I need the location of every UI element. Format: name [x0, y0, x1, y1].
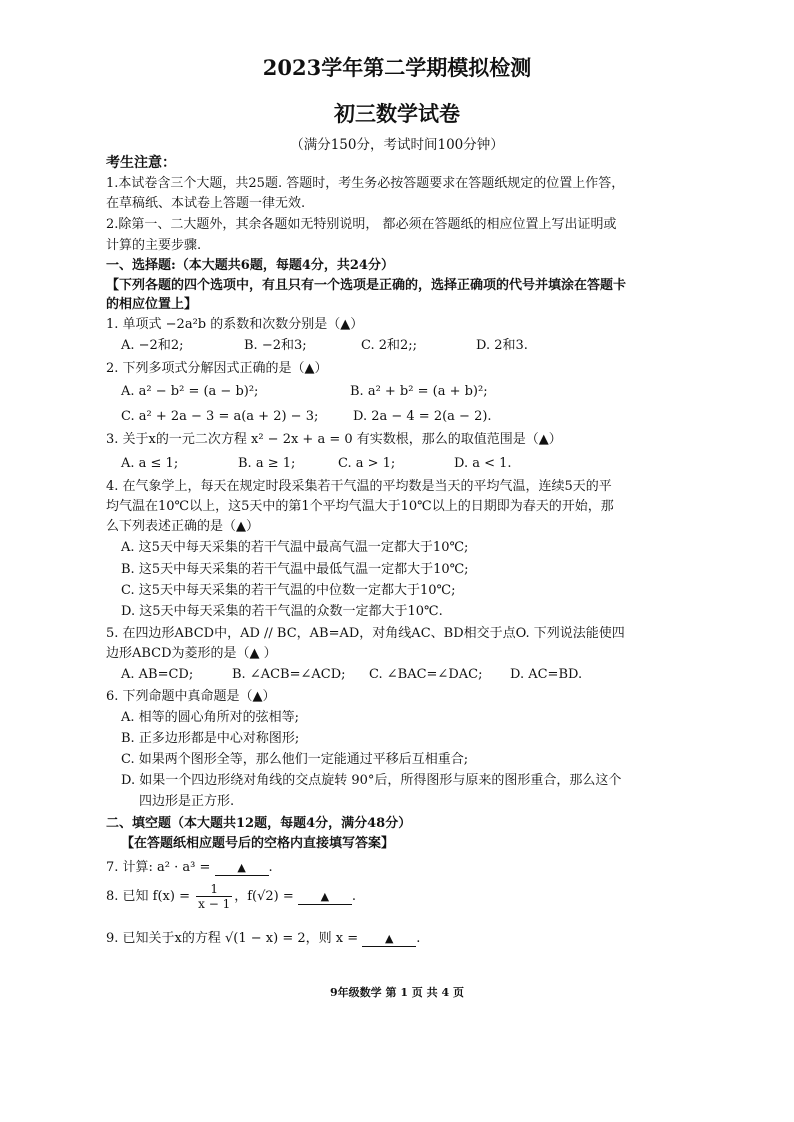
q3-option-d: D. a < 1. [454, 456, 512, 471]
q7-text: 7. 计算: a² · a³ = [106, 860, 211, 875]
section2-heading: 二、填空题（本大题共12题，每题4分，满分48分） [106, 816, 412, 831]
q6-option-d: D. 如果一个四边形绕对角线的交点旋转 90°后，所得图形与原来的图形重合，那么这个 [121, 773, 622, 788]
q8-numerator: 1 [210, 882, 218, 896]
blank-marker-icon: ▲ [237, 861, 246, 874]
q6-option-d-cont: 四边形是正方形. [139, 794, 235, 809]
q1-option-d: D. 2和3. [476, 338, 528, 353]
q5-option-b: B. ∠ACB=∠ACD; [232, 667, 346, 682]
q3-option-a: A. a ≤ 1; [121, 456, 179, 471]
q1-option-b: B. −2和3; [244, 338, 307, 353]
q7-end: . [268, 860, 273, 875]
page-footer: 9年级数学 第 1 页 共 4 页 [330, 986, 464, 999]
q9-answer-blank[interactable] [362, 931, 416, 947]
question-7 [106, 859, 273, 877]
question-9 [106, 930, 420, 948]
blank-marker-icon: ▲ [320, 890, 330, 903]
q9-end: . [416, 931, 421, 946]
notes-heading: 考生注意： [106, 155, 176, 171]
question-3: 3. 关于x的一元二次方程 x² − 2x + a = 0 有实数根，那么的取值范围是（▲） [106, 432, 562, 447]
question-4: 4. 在气象学上，每天在规定时段采集若干气温的平均数是当天的平均气温，连续5天的平 [106, 479, 612, 494]
q4-option-b: B. 这5天中每天采集的若干气温中最低气温一定都大于10℃; [121, 562, 469, 577]
q9-text: 9. 已知关于x的方程 √(1 − x) = 2，则 x = [106, 931, 359, 946]
q4-option-d: D. 这5天中每天采集的若干气温的众数一定都大于10℃. [121, 604, 443, 619]
q3-option-b: B. a ≥ 1; [238, 456, 296, 471]
section1-instruction: 【下列各题的四个选项中，有且只有一个选项是正确的，选择正确项的代号并填涂在答题卡 [106, 278, 627, 293]
question-1: 1. 单项式 −2a²b 的系数和次数分别是（▲） [106, 317, 364, 332]
question-5-cont: 边形ABCD为菱形的是（▲ ） [106, 646, 277, 661]
q2-option-c: C. a² + 2a − 3 = a(a + 2) − 3; [121, 409, 319, 424]
section2-instruction: 【在答题纸相应题号后的空格内直接填写答案】 [121, 836, 395, 851]
q6-option-c: C. 如果两个图形全等，那么他们一定能通过平移后互相重合; [121, 752, 469, 767]
q2-option-d: D. 2a − 4 = 2(a − 2). [353, 409, 492, 424]
section1-heading: 一、选择题:（本大题共6题，每题4分，共24分） [106, 258, 394, 273]
q7-answer-blank[interactable] [215, 860, 269, 876]
question-5: 5. 在四边形ABCD中，AD // BC，AB=AD，对角线AC、BD相交于点O. 下列说法能使四 [106, 626, 625, 641]
q5-option-c: C. ∠BAC=∠DAC; [369, 667, 483, 682]
q8-fraction [196, 882, 232, 911]
q3-option-c: C. a > 1; [338, 456, 396, 471]
q6-option-a: A. 相等的圆心角所对的弦相等; [121, 710, 300, 725]
q6-option-b: B. 正多边形都是中心对称图形; [121, 731, 300, 746]
question-6: 6. 下列命题中真命题是（▲） [106, 689, 276, 704]
notes-line: 2.除第一、二大题外，其余各题如无特别说明， 都必须在答题纸的相应位置上写出证明或 [106, 217, 617, 232]
q5-option-d: D. AC=BD. [510, 667, 583, 682]
notes-line: 计算的主要步骤. [106, 238, 202, 253]
blank-marker-icon: ▲ [385, 932, 394, 945]
q4-option-a: A. 这5天中每天采集的若干气温中最高气温一定都大于10℃; [121, 540, 469, 555]
q8-end: . [351, 889, 357, 904]
question-8 [106, 880, 356, 916]
q1-option-c: C. 2和2;; [361, 338, 418, 353]
q8-mid: ，f(√2) = [234, 889, 294, 904]
q2-option-a: A. a² − b² = (a − b)²; [121, 384, 259, 399]
question-4-cont: 么下列表述正确的是（▲） [106, 519, 259, 534]
question-4-cont: 均气温在10℃以上，这5天中的第1个平均气温大于10℃以上的日期即为春天的开始，那 [106, 499, 614, 514]
q2-option-b: B. a² + b² = (a + b)²; [350, 384, 488, 399]
notes-line: 在草稿纸、本试卷上答题一律无效. [106, 196, 306, 211]
notes-line: 1.本试卷含三个大题，共25题. 答题时，考生务必按答题要求在答题纸规定的位置上作答， [106, 176, 625, 191]
q4-option-c: C. 这5天中每天采集的若干气温的中位数一定都大于10℃; [121, 583, 456, 598]
section1-instruction: 的相应位置上】 [106, 297, 198, 312]
exam-subtitle: 初三数学试卷 [334, 101, 460, 126]
question-2: 2. 下列多项式分解因式正确的是（▲） [106, 361, 328, 376]
q5-option-a: A. AB=CD; [121, 667, 194, 682]
q8-answer-blank[interactable] [298, 889, 352, 905]
q8-denominator: x − 1 [198, 897, 231, 911]
q8-prefix: 8. 已知 f(x) = [106, 889, 190, 904]
exam-title: 2023学年第二学期模拟检测 [262, 55, 532, 80]
exam-info: （满分150分，考试时间100分钟） [290, 137, 504, 153]
q1-option-a: A. −2和2; [121, 338, 184, 353]
